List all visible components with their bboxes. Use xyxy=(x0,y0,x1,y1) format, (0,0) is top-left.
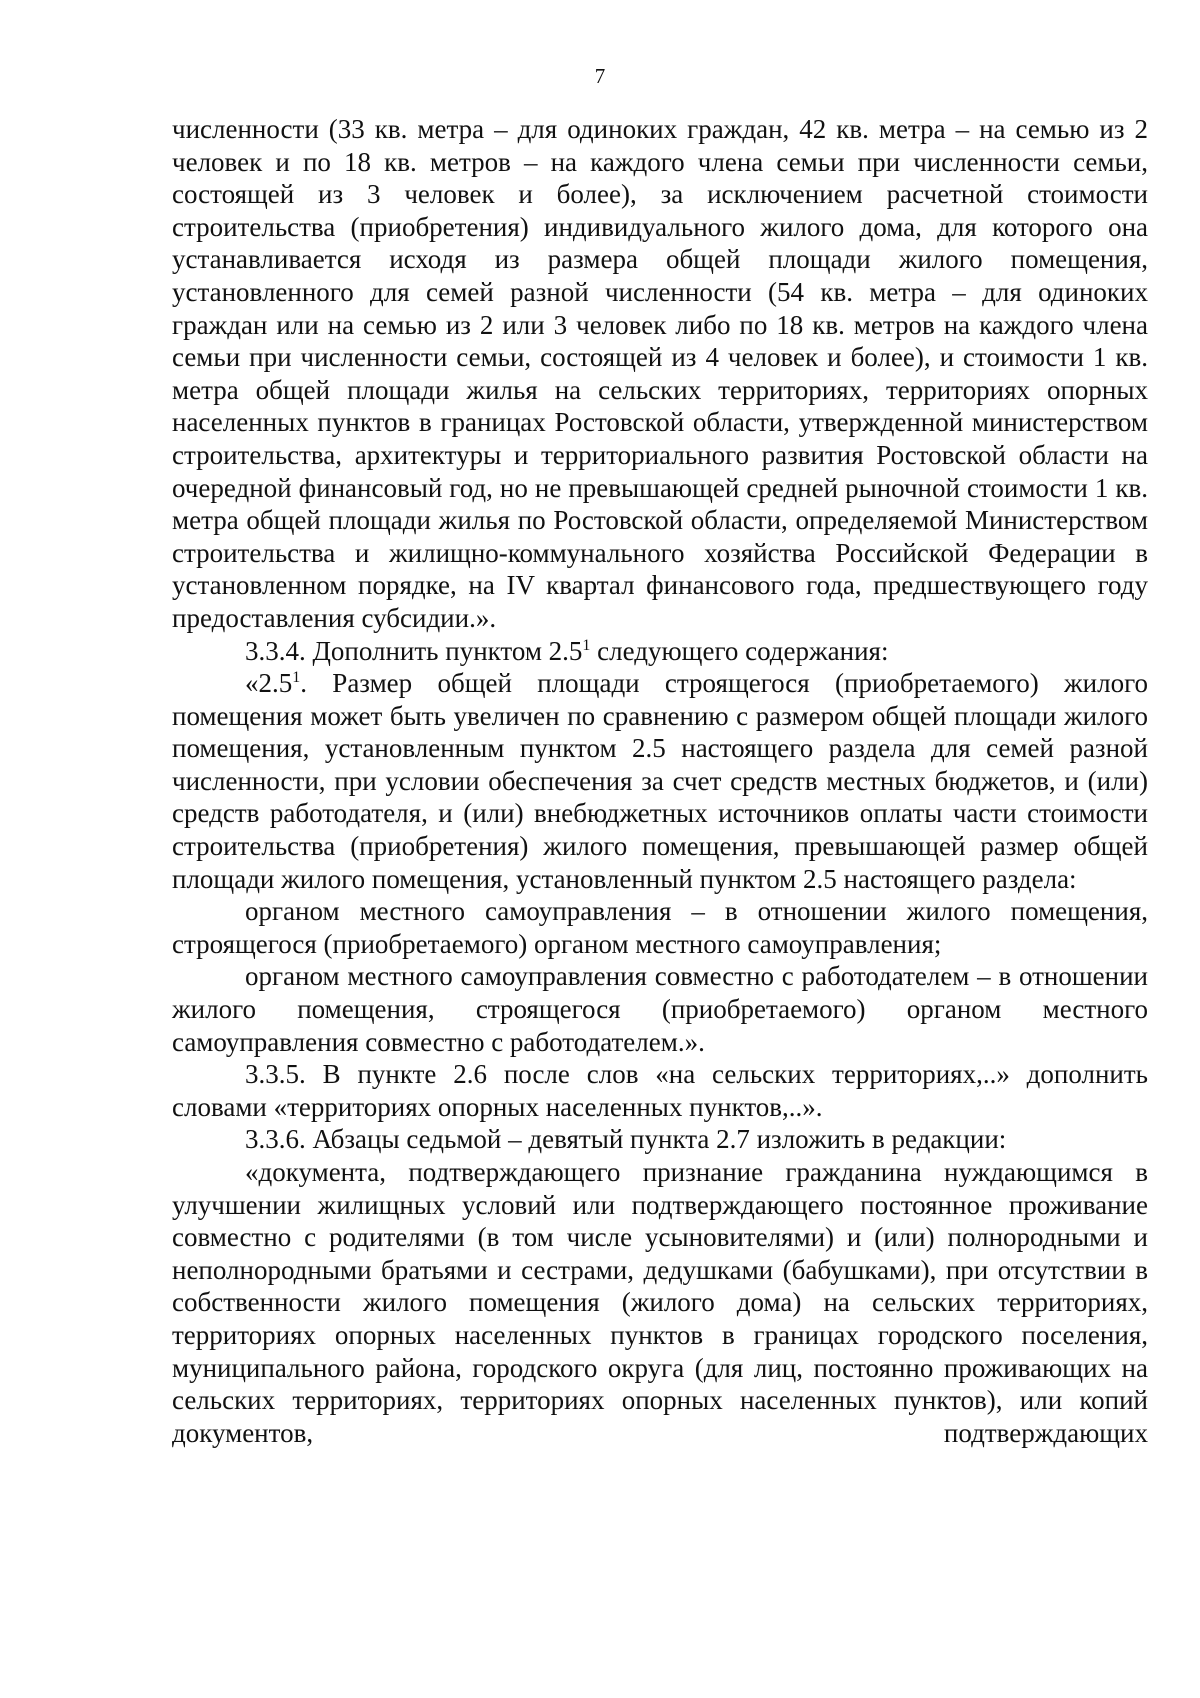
paragraph-2-5-1 xyxy=(172,667,1148,895)
paragraph-local-authority-employer: органом местного самоуправления совместно с работодателем – в отношении жилого помещения, строящегося (приобретаемого) органом местного самоуправления совместно с работодателем.». xyxy=(172,961,1148,1057)
paragraph-document-list: «документа, подтверждающего признание гражданина нуждающимся в улучшении жилищных условий или подтверждающего постоянное проживание совместно с родителями (в том числе усыновителями) и (или) полнородными и неполнородными братьями и сестрами, дедушками (бабушками), при отсутствии в собственности жилого помещения (жилого дома) на сельских территориях, территориях опорных населенных пунктов в границах городского поселения, муниципального района, городского округа (для лиц, постоянно проживающих на сельских территориях, территориях опорных населенных пунктов), или копий документов, подтверждающих xyxy=(172,1157,1148,1448)
paragraph-3-3-4 xyxy=(172,635,1148,668)
paragraph-3-3-4-text-tail: следующего содержания: xyxy=(590,635,889,666)
paragraph-2-5-1-lead: «2.5 xyxy=(245,668,293,699)
paragraph-2-5-1-text: . Размер общей площади строящегося (приобретаемого) жилого помещения может быть увеличен по сравнению с размером общей площади жилого помещения, установленным пунктом 2.5 настоящего раздела для семей разной численности, при условии обеспечения за счет средств местных бюджетов, и (или) средств работодателя, и (или) внебюджетных источников оплаты части стоимости строительства (приобретения) жилого помещения, превышающей размер общей площади жилого помещения, установленный пунктом 2.5 настоящего раздела: xyxy=(172,668,1148,894)
document-body xyxy=(172,113,1148,1449)
paragraph-local-authority: органом местного самоуправления – в отношении жилого помещения, строящегося (приобретаемого) органом местного самоуправления; xyxy=(172,896,1148,959)
page-number: 7 xyxy=(594,64,606,88)
superscript-mark: 1 xyxy=(582,636,591,654)
paragraph-3-3-4-text: 3.3.4. Дополнить пунктом 2.5 xyxy=(245,635,583,666)
paragraph-3-3-6: 3.3.6. Абзацы седьмой – девятый пункта 2.7 изложить в редакции: xyxy=(245,1124,1007,1155)
paragraph-continuation: численности (33 кв. метра – для одиноких граждан, 42 кв. метра – на семью из 2 человек и по 18 кв. метров – на каждого члена семьи при численности семьи, состоящей из 3 человек и более), за исключением расчетной стоимости строительства (приобретения) индивидуального жилого дома, для которого она устанавливается исходя из размера общей площади жилого помещения, установленного для семей разной численности (54 кв. метра – для одиноких граждан или на семью из 2 или 3 человек либо по 18 кв. метров на каждого члена семьи при численности семьи, состоящей из 4 человек и более), и стоимости 1 кв. метра общей площади жилья на сельских территориях, территориях опорных населенных пунктов в границах Ростовской области, утвержденной министерством строительства, архитектуры и территориального развития Ростовской области на очередной финансовый год, но не превышающей средней рыночной стоимости 1 кв. метра общей площади жилья по Ростовской области, определяемой Министерством строительства и жилищно-коммунального хозяйства Российской Федерации в установленном порядке, на IV квартал финансового года, предшествующего году предоставления субсидии.». xyxy=(172,114,1148,633)
paragraph-3-3-5: 3.3.5. В пункте 2.6 после слов «на сельских территориях,..» дополнить словами «территориях опорных населенных пунктов,..». xyxy=(172,1059,1148,1122)
superscript-mark: 1 xyxy=(292,669,301,687)
